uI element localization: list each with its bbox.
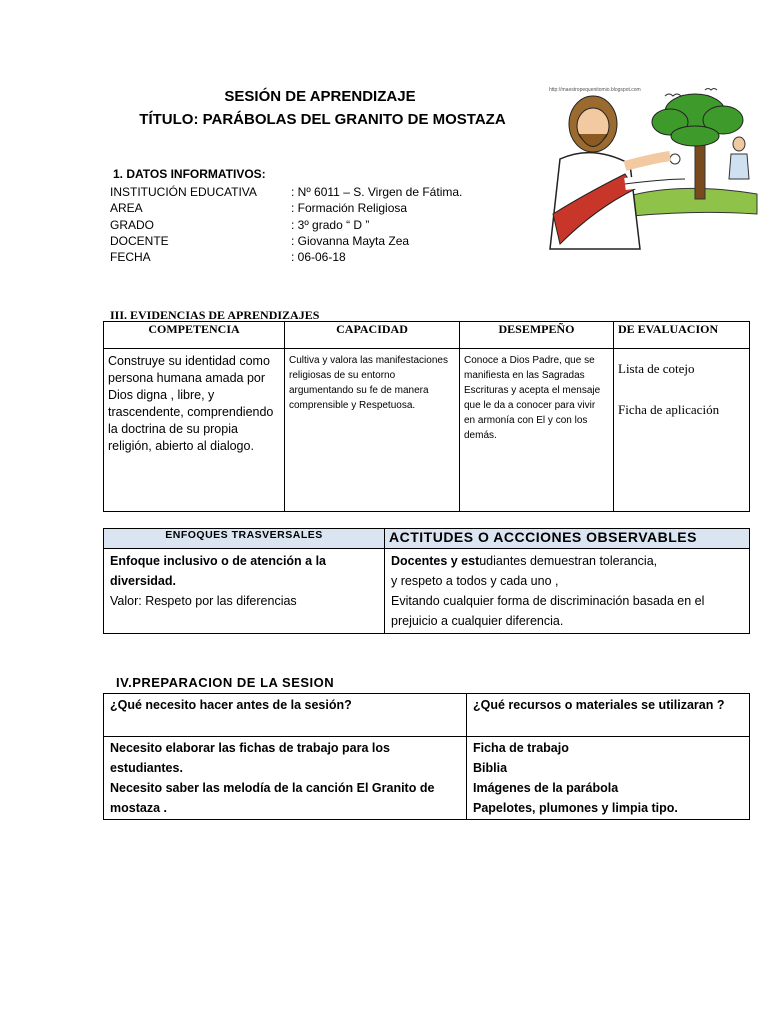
jesus-sower-illustration-icon [545,84,760,250]
session-subtitle: TÍTULO: PARÁBOLAS DEL GRANITO DE MOSTAZA [139,111,506,128]
answer-line: Necesito saber las melodía de la canción El Granito de mostaza . [110,781,435,815]
table-header-row [104,529,750,549]
datos-key: FECHA [110,250,151,265]
datos-key: GRADO [110,217,155,232]
resource-item: Imágenes de la parábola [473,781,619,795]
valor-text: Respeto por las diferencias [141,594,297,608]
enfoque-cell [104,549,385,634]
answer-line: Necesito elaborar las fichas de trabajo para los estudiantes. [110,741,390,775]
resources-cell [467,737,750,820]
header-capacidad: CAPACIDAD [285,322,460,349]
datos-row [110,200,541,216]
preparacion-table [103,693,750,820]
enfoques-table [103,528,750,634]
preparacion-heading: IV.PREPARACION DE LA SESION [116,675,335,690]
header-competencia: COMPETENCIA [104,322,285,349]
datos-informativos [110,184,541,265]
answer-cell [104,737,467,820]
datos-value: : Formación Religiosa [291,201,408,216]
header-desempeno: DESEMPEÑO [460,322,614,349]
header-enfoques: ENFOQUES TRASVERSALES [104,529,385,549]
question-cell: ¿Qué recursos o materiales se utilizaran ? [467,694,750,737]
actitudes-line: y respeto a todos y cada uno , [391,574,559,588]
table-row [104,737,750,820]
table-row [104,349,750,512]
datos-row [110,249,541,265]
table-header-row [104,322,750,349]
resource-item: Papelotes, plumones y limpia tipo. [473,801,678,815]
enfoque-title: Enfoque inclusivo o de atención a la diversidad. [110,554,327,588]
evaluacion-item: Ficha de aplicación [618,402,720,417]
competencia-cell: Construye su identidad como persona humana amada por Dios digna , libre, y trascendente, comprendiendo la doctrina de su propia religión, abierto al dialogo. [104,349,285,512]
datos-value: : Nº 6011 – S. Virgen de Fátima. [291,185,463,199]
resource-item: Ficha de trabajo [473,741,569,755]
actitudes-line: Evitando cualquier forma de discriminación basada en el prejuicio a cualquier diferencia. [391,594,705,628]
datos-row [110,184,541,200]
desempeno-cell: Conoce a Dios Padre, que se manifiesta en las Sagradas Escrituras y acepta el mensaje que le da a conocer para vivir en armonía con El y con los demás. [460,349,614,512]
table-row [104,694,750,737]
table-row [104,549,750,634]
datos-key: INSTITUCIÓN EDUCATIVA [110,185,257,199]
datos-row [110,217,541,233]
question-cell: ¿Qué necesito hacer antes de la sesión? [104,694,467,737]
datos-value: : 3º grado “ D ” [291,217,370,232]
datos-row [110,233,541,249]
session-title: SESIÓN DE APRENDIZAJE [224,88,416,105]
header-actitudes: ACTITUDES O ACCCIONES OBSERVABLES [385,529,750,549]
resource-item: Biblia [473,761,508,775]
image-url-text: http://maestropequenitomio.blogspot.com [549,87,641,93]
header-evaluacion: DE EVALUACION [614,322,750,349]
evaluacion-item: Lista de cotejo [618,361,695,376]
datos-key: DOCENTE [110,233,169,248]
datos-key: AREA [110,201,143,216]
evidencias-table [103,321,750,512]
actitudes-cell [385,549,750,634]
datos-heading: 1. DATOS INFORMATIVOS: [113,167,266,181]
actitudes-bold: Docentes y est [391,554,480,568]
capacidad-cell: Cultiva y valora las manifestaciones religiosas de su entorno argumentando su fe de manera comprensible y Respetuosa. [285,349,460,512]
valor-label: Valor: [110,594,142,608]
evaluacion-cell [614,349,750,512]
datos-value: : Giovanna Mayta Zea [291,233,410,248]
datos-value: : 06-06-18 [291,250,346,265]
evidencias-heading: III. EVIDENCIAS DE APRENDIZAJES [110,308,320,322]
actitudes-line: udiantes demuestran tolerancia, [479,554,658,568]
